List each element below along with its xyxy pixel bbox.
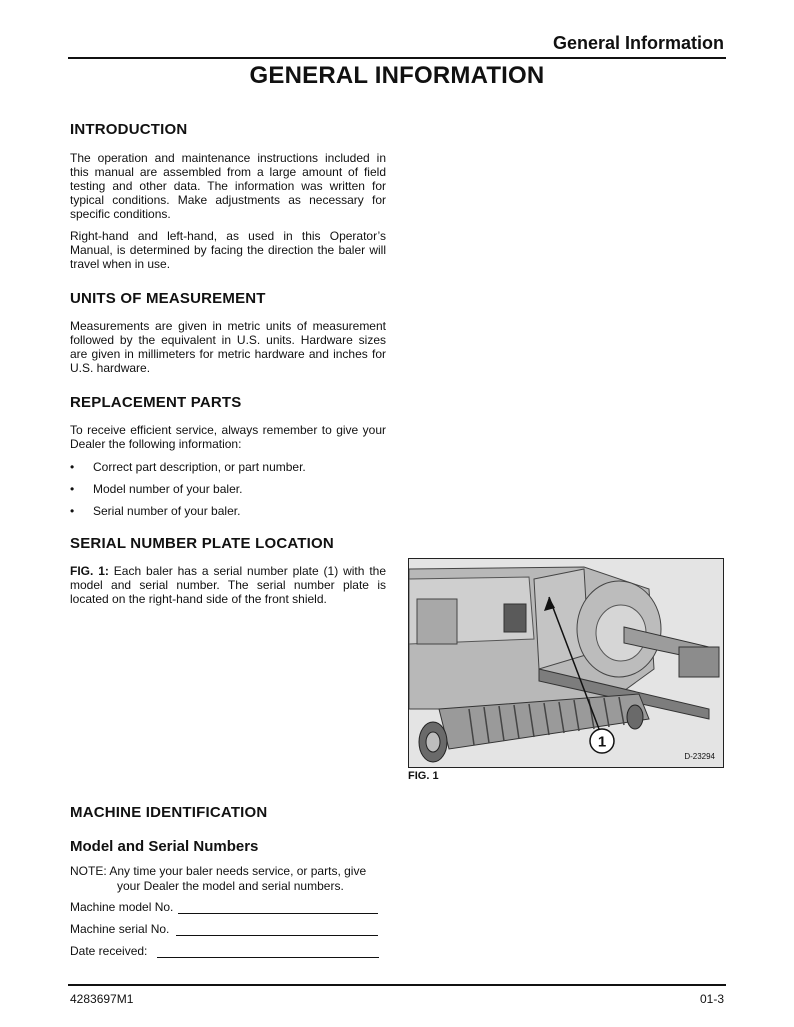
page-title: GENERAL INFORMATION bbox=[249, 62, 545, 89]
figure-code: D-23294 bbox=[684, 752, 715, 761]
bullet-icon: • bbox=[70, 460, 75, 474]
introduction-paragraph-2: Right-hand and left-hand, as used in this Operator’s Manual, is determined by facing the direction the baler will travel when in use. bbox=[70, 229, 386, 271]
page-number: 01-3 bbox=[699, 992, 724, 1006]
model-serial-subheading: Model and Serial Numbers bbox=[70, 838, 259, 855]
date-received-field[interactable] bbox=[157, 945, 379, 958]
list-item: • Model number of your baler. bbox=[70, 482, 243, 496]
machine-model-row bbox=[70, 900, 378, 914]
machine-model-field[interactable] bbox=[178, 901, 378, 914]
document-number: 4283697M1 bbox=[70, 992, 134, 1006]
machine-serial-field[interactable] bbox=[176, 923, 378, 936]
introduction-paragraph-1: The operation and maintenance instructions included in this manual are assembled from a large amount of field testing and other data. The information was written for typical conditions. Make adjustments as necessary for specific conditions. bbox=[70, 151, 386, 221]
units-section bbox=[70, 290, 386, 375]
note-text: NOTE: Any time your baler needs service, or parts, give your Dealer the model and serial numbers. bbox=[70, 864, 367, 893]
machine-serial-label: Machine serial No. bbox=[70, 922, 170, 936]
footer-rule bbox=[68, 984, 726, 986]
replacement-parts-paragraph: To receive efficient service, always remember to give your Dealer the following information: bbox=[70, 423, 386, 451]
callout-number: 1 bbox=[597, 733, 607, 751]
replacement-parts-heading: REPLACEMENT PARTS bbox=[70, 394, 242, 411]
header-rule bbox=[68, 57, 726, 59]
bullet-icon: • bbox=[70, 504, 75, 518]
date-received-row bbox=[70, 944, 379, 958]
list-item: • Serial number of your baler. bbox=[70, 504, 241, 518]
machine-model-label: Machine model No. bbox=[70, 900, 174, 914]
baler-figure bbox=[408, 558, 724, 768]
units-paragraph: Measurements are given in metric units of measurement followed by the equivalent in U.S. units. Hardware sizes are given in millimeters for metric hardware and inches for U.S. hardware. bbox=[70, 319, 386, 375]
serial-plate-heading: SERIAL NUMBER PLATE LOCATION bbox=[70, 535, 334, 552]
units-heading: UNITS OF MEASUREMENT bbox=[70, 290, 266, 307]
machine-id-section bbox=[70, 804, 386, 894]
figure-caption: FIG. 1 bbox=[408, 770, 439, 782]
machine-serial-row bbox=[70, 922, 378, 936]
replacement-parts-list bbox=[70, 460, 386, 518]
machine-id-heading: MACHINE IDENTIFICATION bbox=[70, 804, 268, 821]
bullet-icon: • bbox=[70, 482, 75, 496]
introduction-section bbox=[70, 121, 386, 271]
list-item: • Correct part description, or part number. bbox=[70, 460, 306, 474]
baler-illustration bbox=[409, 559, 723, 767]
introduction-heading: INTRODUCTION bbox=[70, 121, 188, 138]
figure-reference: FIG. 1: bbox=[70, 564, 109, 578]
serial-plate-section bbox=[70, 535, 386, 606]
header-title: General Information bbox=[552, 33, 724, 53]
date-received-label: Date received: bbox=[70, 944, 148, 958]
serial-plate-paragraph: FIG. 1: Each baler has a serial number plate (1) with the model and serial number. The serial number plate is located on the right-hand side of the front shield. bbox=[70, 564, 386, 606]
replacement-parts-section bbox=[70, 394, 386, 518]
